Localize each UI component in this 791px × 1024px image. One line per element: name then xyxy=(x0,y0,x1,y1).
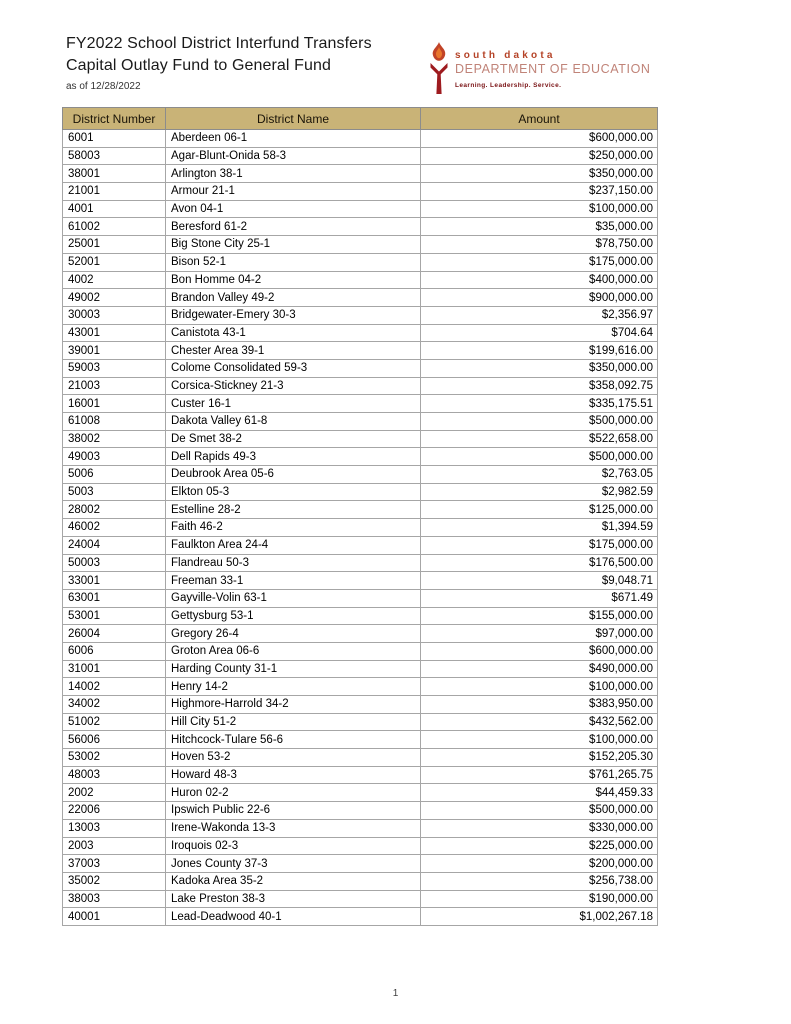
table-row xyxy=(63,872,658,890)
district-name-cell: Corsica-Stickney 21-3 xyxy=(166,377,421,395)
table-row xyxy=(63,589,658,607)
table-row xyxy=(63,607,658,625)
district-name-cell: Gayville-Volin 63-1 xyxy=(166,589,421,607)
amount-cell: $350,000.00 xyxy=(421,165,658,183)
district-number-cell: 53001 xyxy=(63,607,166,625)
amount-cell: $175,000.00 xyxy=(421,253,658,271)
table-row xyxy=(63,731,658,749)
logo-department-text: DEPARTMENT OF EDUCATION xyxy=(455,62,651,76)
amount-cell: $78,750.00 xyxy=(421,236,658,254)
amount-cell: $35,000.00 xyxy=(421,218,658,236)
logo-tagline-text: Learning. Leadership. Service. xyxy=(455,82,562,89)
amount-cell: $2,982.59 xyxy=(421,483,658,501)
district-number-cell: 38002 xyxy=(63,430,166,448)
logo-text-block xyxy=(455,42,651,89)
district-name-cell: Custer 16-1 xyxy=(166,395,421,413)
district-name-cell: Brandon Valley 49-2 xyxy=(166,289,421,307)
district-number-cell: 2002 xyxy=(63,784,166,802)
amount-cell: $671.49 xyxy=(421,589,658,607)
district-number-cell: 6001 xyxy=(63,130,166,148)
district-number-cell: 59003 xyxy=(63,359,166,377)
district-name-cell: Freeman 33-1 xyxy=(166,572,421,590)
district-table-body xyxy=(63,130,658,926)
district-name-cell: Henry 14-2 xyxy=(166,678,421,696)
table-row xyxy=(63,554,658,572)
district-name-cell: Bon Homme 04-2 xyxy=(166,271,421,289)
district-name-cell: Huron 02-2 xyxy=(166,784,421,802)
amount-cell: $97,000.00 xyxy=(421,625,658,643)
amount-cell: $2,763.05 xyxy=(421,466,658,484)
table-row xyxy=(63,200,658,218)
table-row xyxy=(63,359,658,377)
amount-cell: $704.64 xyxy=(421,324,658,342)
amount-cell: $2,356.97 xyxy=(421,306,658,324)
district-name-cell: Bridgewater-Emery 30-3 xyxy=(166,306,421,324)
district-name-cell: Avon 04-1 xyxy=(166,200,421,218)
amount-cell: $200,000.00 xyxy=(421,855,658,873)
amount-cell: $358,092.75 xyxy=(421,377,658,395)
amount-cell: $199,616.00 xyxy=(421,342,658,360)
table-row xyxy=(63,271,658,289)
logo-brand-text: south dakota xyxy=(455,50,556,61)
district-number-cell: 22006 xyxy=(63,802,166,820)
amount-cell: $522,658.00 xyxy=(421,430,658,448)
district-name-cell: Colome Consolidated 59-3 xyxy=(166,359,421,377)
district-number-cell: 5006 xyxy=(63,466,166,484)
amount-cell: $100,000.00 xyxy=(421,678,658,696)
amount-cell: $190,000.00 xyxy=(421,890,658,908)
district-name-cell: Faith 46-2 xyxy=(166,519,421,537)
district-number-cell: 61002 xyxy=(63,218,166,236)
amount-cell: $600,000.00 xyxy=(421,130,658,148)
table-row xyxy=(63,837,658,855)
district-number-cell: 37003 xyxy=(63,855,166,873)
table-row xyxy=(63,713,658,731)
amount-cell: $100,000.00 xyxy=(421,200,658,218)
district-name-cell: Lead-Deadwood 40-1 xyxy=(166,908,421,926)
amount-cell: $9,048.71 xyxy=(421,572,658,590)
table-row xyxy=(63,236,658,254)
amount-cell: $256,738.00 xyxy=(421,872,658,890)
amount-cell: $225,000.00 xyxy=(421,837,658,855)
table-row xyxy=(63,660,658,678)
table-row xyxy=(63,130,658,148)
district-number-cell: 61008 xyxy=(63,413,166,431)
district-name-cell: De Smet 38-2 xyxy=(166,430,421,448)
torch-flame-icon xyxy=(427,42,451,101)
district-number-cell: 38003 xyxy=(63,890,166,908)
amount-cell: $175,000.00 xyxy=(421,536,658,554)
column-header-district-name: District Name xyxy=(166,108,421,130)
district-name-cell: Gettysburg 53-1 xyxy=(166,607,421,625)
table-row xyxy=(63,448,658,466)
document-header xyxy=(66,33,372,92)
table-row xyxy=(63,519,658,537)
district-number-cell: 58003 xyxy=(63,147,166,165)
amount-cell: $125,000.00 xyxy=(421,501,658,519)
amount-cell: $761,265.75 xyxy=(421,766,658,784)
district-name-cell: Hoven 53-2 xyxy=(166,749,421,767)
district-name-cell: Irene-Wakonda 13-3 xyxy=(166,819,421,837)
table-row xyxy=(63,696,658,714)
table-row xyxy=(63,147,658,165)
table-row xyxy=(63,501,658,519)
district-name-cell: Arlington 38-1 xyxy=(166,165,421,183)
district-name-cell: Agar-Blunt-Onida 58-3 xyxy=(166,147,421,165)
amount-cell: $432,562.00 xyxy=(421,713,658,731)
amount-cell: $900,000.00 xyxy=(421,289,658,307)
table-row xyxy=(63,289,658,307)
district-name-cell: Hitchcock-Tulare 56-6 xyxy=(166,731,421,749)
amount-cell: $1,002,267.18 xyxy=(421,908,658,926)
district-number-cell: 21003 xyxy=(63,377,166,395)
district-number-cell: 13003 xyxy=(63,819,166,837)
district-name-cell: Big Stone City 25-1 xyxy=(166,236,421,254)
district-number-cell: 5003 xyxy=(63,483,166,501)
amount-cell: $237,150.00 xyxy=(421,183,658,201)
page-title-line2: Capital Outlay Fund to General Fund xyxy=(66,57,331,74)
table-row xyxy=(63,253,658,271)
table-row xyxy=(63,165,658,183)
table-row xyxy=(63,625,658,643)
table-row xyxy=(63,466,658,484)
district-number-cell: 16001 xyxy=(63,395,166,413)
district-name-cell: Bison 52-1 xyxy=(166,253,421,271)
district-name-cell: Lake Preston 38-3 xyxy=(166,890,421,908)
district-name-cell: Faulkton Area 24-4 xyxy=(166,536,421,554)
amount-cell: $152,205.30 xyxy=(421,749,658,767)
amount-cell: $1,394.59 xyxy=(421,519,658,537)
district-name-cell: Aberdeen 06-1 xyxy=(166,130,421,148)
district-number-cell: 63001 xyxy=(63,589,166,607)
as-of-date: as of 12/28/2022 xyxy=(66,81,141,92)
table-header-row xyxy=(63,108,658,130)
table-row xyxy=(63,483,658,501)
table-row xyxy=(63,802,658,820)
table-row xyxy=(63,306,658,324)
district-name-cell: Chester Area 39-1 xyxy=(166,342,421,360)
district-number-cell: 49002 xyxy=(63,289,166,307)
amount-cell: $44,459.33 xyxy=(421,784,658,802)
table-row xyxy=(63,784,658,802)
district-number-cell: 46002 xyxy=(63,519,166,537)
district-name-cell: Harding County 31-1 xyxy=(166,660,421,678)
district-number-cell: 14002 xyxy=(63,678,166,696)
district-name-cell: Iroquois 02-3 xyxy=(166,837,421,855)
table-row xyxy=(63,183,658,201)
table-row xyxy=(63,395,658,413)
table-row xyxy=(63,342,658,360)
district-name-cell: Deubrook Area 05-6 xyxy=(166,466,421,484)
district-name-cell: Flandreau 50-3 xyxy=(166,554,421,572)
amount-cell: $176,500.00 xyxy=(421,554,658,572)
table-row xyxy=(63,749,658,767)
table-row xyxy=(63,413,658,431)
district-number-cell: 48003 xyxy=(63,766,166,784)
district-number-cell: 56006 xyxy=(63,731,166,749)
district-name-cell: Elkton 05-3 xyxy=(166,483,421,501)
district-name-cell: Gregory 26-4 xyxy=(166,625,421,643)
district-name-cell: Kadoka Area 35-2 xyxy=(166,872,421,890)
district-name-cell: Howard 48-3 xyxy=(166,766,421,784)
amount-cell: $500,000.00 xyxy=(421,802,658,820)
district-number-cell: 2003 xyxy=(63,837,166,855)
amount-cell: $330,000.00 xyxy=(421,819,658,837)
district-number-cell: 51002 xyxy=(63,713,166,731)
table-row xyxy=(63,819,658,837)
district-number-cell: 30003 xyxy=(63,306,166,324)
district-number-cell: 33001 xyxy=(63,572,166,590)
district-number-cell: 53002 xyxy=(63,749,166,767)
page-number: 1 xyxy=(392,988,399,999)
district-number-cell: 6006 xyxy=(63,642,166,660)
table-row xyxy=(63,536,658,554)
table-row xyxy=(63,324,658,342)
amount-cell: $500,000.00 xyxy=(421,448,658,466)
amount-cell: $100,000.00 xyxy=(421,731,658,749)
district-number-cell: 26004 xyxy=(63,625,166,643)
table-row xyxy=(63,218,658,236)
district-number-cell: 39001 xyxy=(63,342,166,360)
district-number-cell: 34002 xyxy=(63,696,166,714)
district-name-cell: Ipswich Public 22-6 xyxy=(166,802,421,820)
district-name-cell: Hill City 51-2 xyxy=(166,713,421,731)
district-number-cell: 24004 xyxy=(63,536,166,554)
district-number-cell: 52001 xyxy=(63,253,166,271)
table-row xyxy=(63,908,658,926)
column-header-amount: Amount xyxy=(421,108,658,130)
amount-cell: $400,000.00 xyxy=(421,271,658,289)
amount-cell: $500,000.00 xyxy=(421,413,658,431)
amount-cell: $155,000.00 xyxy=(421,607,658,625)
district-number-cell: 49003 xyxy=(63,448,166,466)
district-number-cell: 43001 xyxy=(63,324,166,342)
amount-cell: $600,000.00 xyxy=(421,642,658,660)
district-name-cell: Highmore-Harrold 34-2 xyxy=(166,696,421,714)
amount-cell: $350,000.00 xyxy=(421,359,658,377)
district-number-cell: 40001 xyxy=(63,908,166,926)
district-number-cell: 28002 xyxy=(63,501,166,519)
district-name-cell: Dakota Valley 61-8 xyxy=(166,413,421,431)
table-row xyxy=(63,766,658,784)
amount-cell: $490,000.00 xyxy=(421,660,658,678)
district-number-cell: 35002 xyxy=(63,872,166,890)
column-header-district-number: District Number xyxy=(63,108,166,130)
district-number-cell: 50003 xyxy=(63,554,166,572)
district-number-cell: 38001 xyxy=(63,165,166,183)
district-name-cell: Dell Rapids 49-3 xyxy=(166,448,421,466)
amount-cell: $335,175.51 xyxy=(421,395,658,413)
page-title-line1: FY2022 School District Interfund Transfers xyxy=(66,35,372,52)
district-number-cell: 4002 xyxy=(63,271,166,289)
table-row xyxy=(63,377,658,395)
table-row xyxy=(63,430,658,448)
table-row xyxy=(63,678,658,696)
table-row xyxy=(63,572,658,590)
table-row xyxy=(63,642,658,660)
district-number-cell: 25001 xyxy=(63,236,166,254)
district-name-cell: Canistota 43-1 xyxy=(166,324,421,342)
district-name-cell: Beresford 61-2 xyxy=(166,218,421,236)
table-row xyxy=(63,890,658,908)
district-name-cell: Groton Area 06-6 xyxy=(166,642,421,660)
amount-cell: $383,950.00 xyxy=(421,696,658,714)
district-number-cell: 31001 xyxy=(63,660,166,678)
sd-doe-logo xyxy=(427,42,651,101)
district-name-cell: Armour 21-1 xyxy=(166,183,421,201)
amount-cell: $250,000.00 xyxy=(421,147,658,165)
district-transfers-table xyxy=(62,107,658,926)
district-number-cell: 21001 xyxy=(63,183,166,201)
table-row xyxy=(63,855,658,873)
district-name-cell: Estelline 28-2 xyxy=(166,501,421,519)
district-number-cell: 4001 xyxy=(63,200,166,218)
district-name-cell: Jones County 37-3 xyxy=(166,855,421,873)
